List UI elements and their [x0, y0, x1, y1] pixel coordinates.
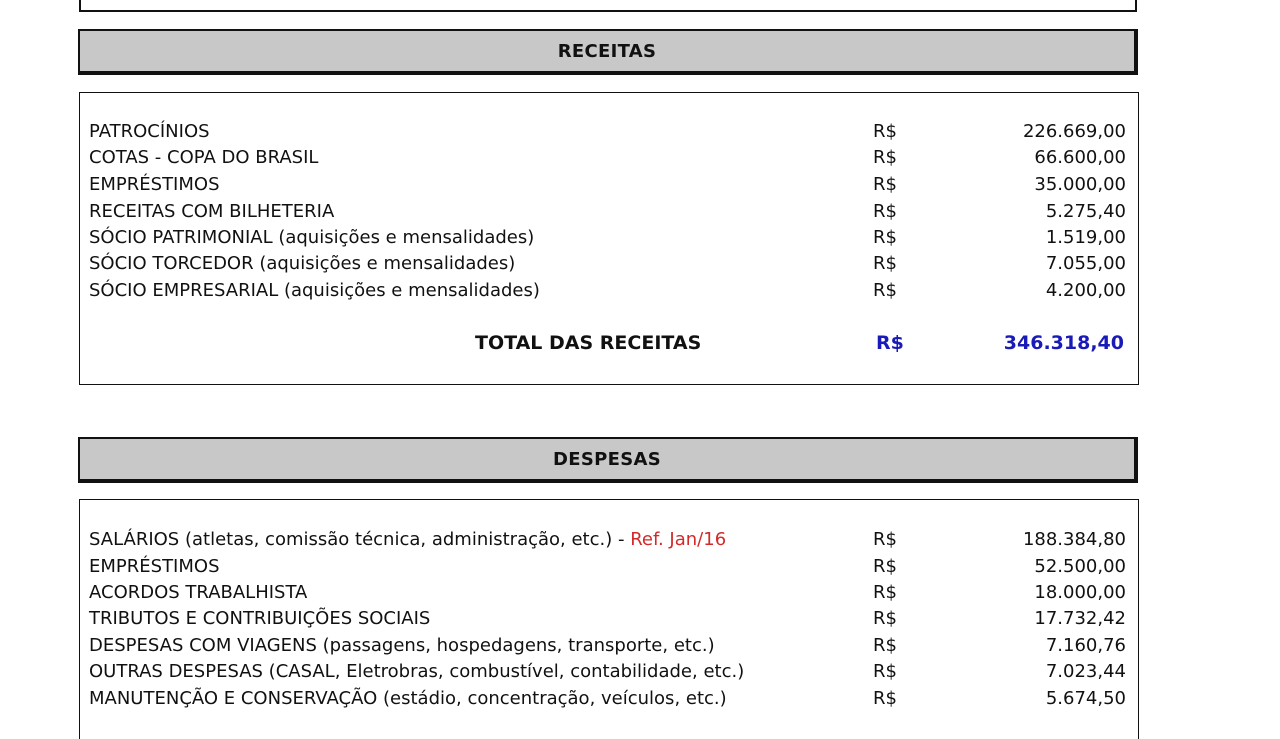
receitas-table — [79, 92, 1139, 385]
table-row — [80, 606, 1138, 632]
item-label: RECEITAS COM BILHETERIA — [89, 201, 335, 222]
receitas-total-row — [80, 329, 1138, 357]
currency: R$ — [873, 147, 897, 168]
amount: 7.055,00 — [1045, 253, 1126, 274]
amount: 7.160,76 — [1045, 635, 1126, 656]
table-row — [80, 145, 1138, 171]
amount: 7.023,44 — [1045, 661, 1126, 682]
currency: R$ — [873, 688, 897, 709]
currency: R$ — [873, 582, 897, 603]
table-row — [80, 554, 1138, 580]
currency: R$ — [873, 227, 897, 248]
amount: 18.000,00 — [1034, 582, 1126, 603]
table-row — [80, 225, 1138, 251]
total-amount: 346.318,40 — [1003, 332, 1124, 354]
total-currency: R$ — [876, 332, 904, 354]
item-label: PATROCÍNIOS — [89, 121, 210, 142]
currency: R$ — [873, 253, 897, 274]
table-row — [80, 199, 1138, 225]
receitas-header — [78, 29, 1138, 75]
item-label: EMPRÉSTIMOS — [89, 174, 220, 195]
item-label: SÓCIO PATRIMONIAL (aquisições e mensalidades) — [89, 227, 535, 248]
table-row — [80, 633, 1138, 659]
amount: 66.600,00 — [1034, 147, 1126, 168]
currency: R$ — [873, 635, 897, 656]
amount: 35.000,00 — [1034, 174, 1126, 195]
table-row — [80, 686, 1138, 712]
currency: R$ — [873, 121, 897, 142]
item-label: SÓCIO TORCEDOR (aquisições e mensalidades) — [89, 253, 516, 274]
item-label: OUTRAS DESPESAS (CASAL, Eletrobras, combustível, contabilidade, etc.) — [89, 661, 745, 682]
item-label: EMPRÉSTIMOS — [89, 556, 220, 577]
amount: 188.384,80 — [1022, 529, 1126, 550]
item-label: TRIBUTOS E CONTRIBUIÇÕES SOCIAIS — [89, 608, 431, 629]
amount: 52.500,00 — [1034, 556, 1126, 577]
currency: R$ — [873, 608, 897, 629]
table-row — [80, 580, 1138, 606]
currency: R$ — [873, 529, 897, 550]
item-label: SÓCIO EMPRESARIAL (aquisições e mensalidades) — [89, 280, 540, 301]
reference-note: Ref. Jan/16 — [630, 529, 727, 550]
item-label: MANUTENÇÃO E CONSERVAÇÃO (estádio, concentração, veículos, etc.) — [89, 688, 727, 709]
currency: R$ — [873, 201, 897, 222]
currency: R$ — [873, 661, 897, 682]
item-label-text: SALÁRIOS (atletas, comissão técnica, administração, etc.) - — [89, 529, 631, 550]
amount: 17.732,42 — [1034, 608, 1126, 629]
item-label: DESPESAS COM VIAGENS (passagens, hospedagens, transporte, etc.) — [89, 635, 715, 656]
item-label: COTAS - COPA DO BRASIL — [89, 147, 319, 168]
currency: R$ — [873, 280, 897, 301]
table-row — [80, 527, 1138, 553]
despesas-header — [78, 437, 1138, 483]
amount: 5.674,50 — [1045, 688, 1126, 709]
total-label: TOTAL DAS RECEITAS — [475, 332, 702, 354]
amount: 226.669,00 — [1022, 121, 1126, 142]
currency: R$ — [873, 174, 897, 195]
table-row — [80, 278, 1138, 304]
amount: 4.200,00 — [1045, 280, 1126, 301]
item-label — [89, 527, 726, 553]
receitas-header-label: RECEITAS — [557, 40, 657, 62]
table-row — [80, 172, 1138, 198]
currency: R$ — [873, 556, 897, 577]
item-label: ACORDOS TRABALHISTA — [89, 582, 308, 603]
amount: 5.275,40 — [1045, 201, 1126, 222]
previous-section-box — [79, 0, 1137, 12]
table-row — [80, 119, 1138, 145]
despesas-header-label: DESPESAS — [553, 448, 661, 470]
table-row — [80, 659, 1138, 685]
amount: 1.519,00 — [1045, 227, 1126, 248]
despesas-table — [79, 499, 1139, 739]
table-row — [80, 251, 1138, 277]
